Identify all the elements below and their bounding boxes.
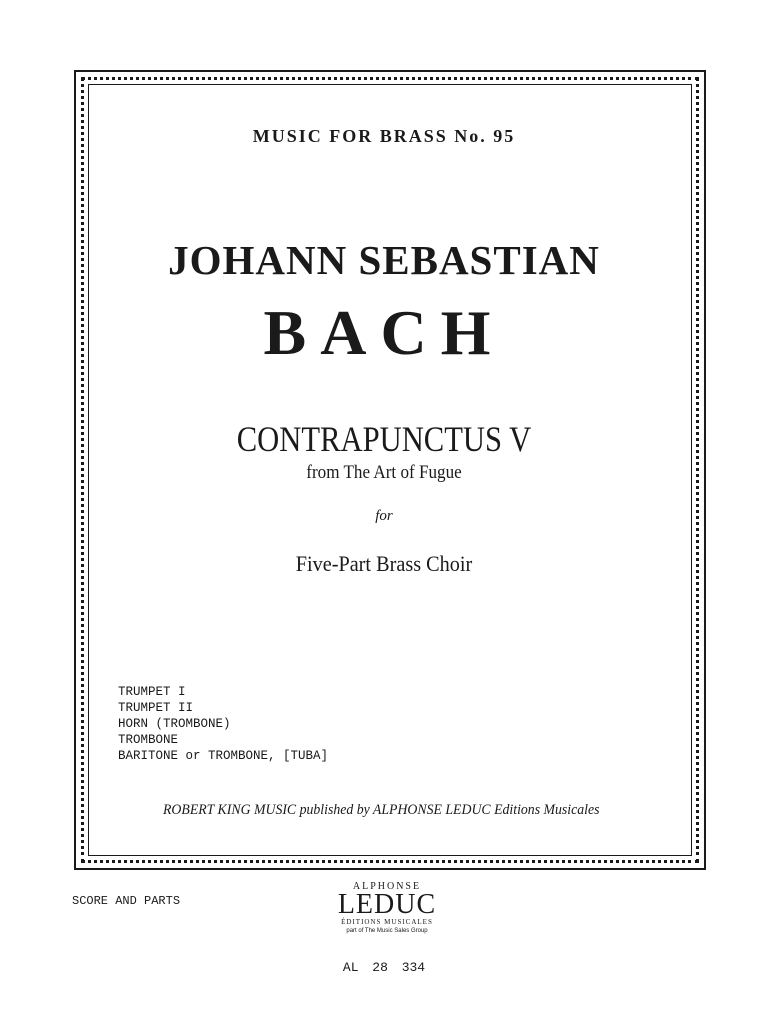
series-title: MUSIC FOR BRASS No. 95 [252,126,516,146]
score-and-parts-label: SCORE AND PARTS [72,894,181,908]
work-subtitle: from The Art of Fugue [306,462,462,483]
work-title: CONTRAPUNCTUS V [236,419,532,459]
logo-sub-text: ÉDITIONS MUSICALES [341,918,433,926]
instrument-item: TRUMPET I [118,685,186,699]
logo-top-text: ALPHONSE [352,881,422,892]
composer-last-name: BACH [263,297,505,368]
for-label: for [375,508,393,524]
instrument-item: TRUMPET II [118,701,194,715]
logo-group-text: part of The Music Sales Group [346,928,428,934]
instrument-item: HORN (TROMBONE) [118,717,231,731]
ensemble-name: Five-Part Brass Choir [295,551,473,576]
leduc-logo [312,882,462,935]
publisher-line: ROBERT KING MUSIC published by ALPHONSE LEDUC Editions Musicales [163,802,600,818]
composer-first-name: JOHANN SEBASTIAN [168,237,600,283]
instrument-item: TROMBONE [118,733,179,747]
instrument-list [118,684,328,764]
instrument-item: BARITONE or TROMBONE, [TUBA] [118,749,329,763]
catalog-number: AL 28 334 [342,960,426,975]
logo-main-text: LEDUC [337,889,437,920]
